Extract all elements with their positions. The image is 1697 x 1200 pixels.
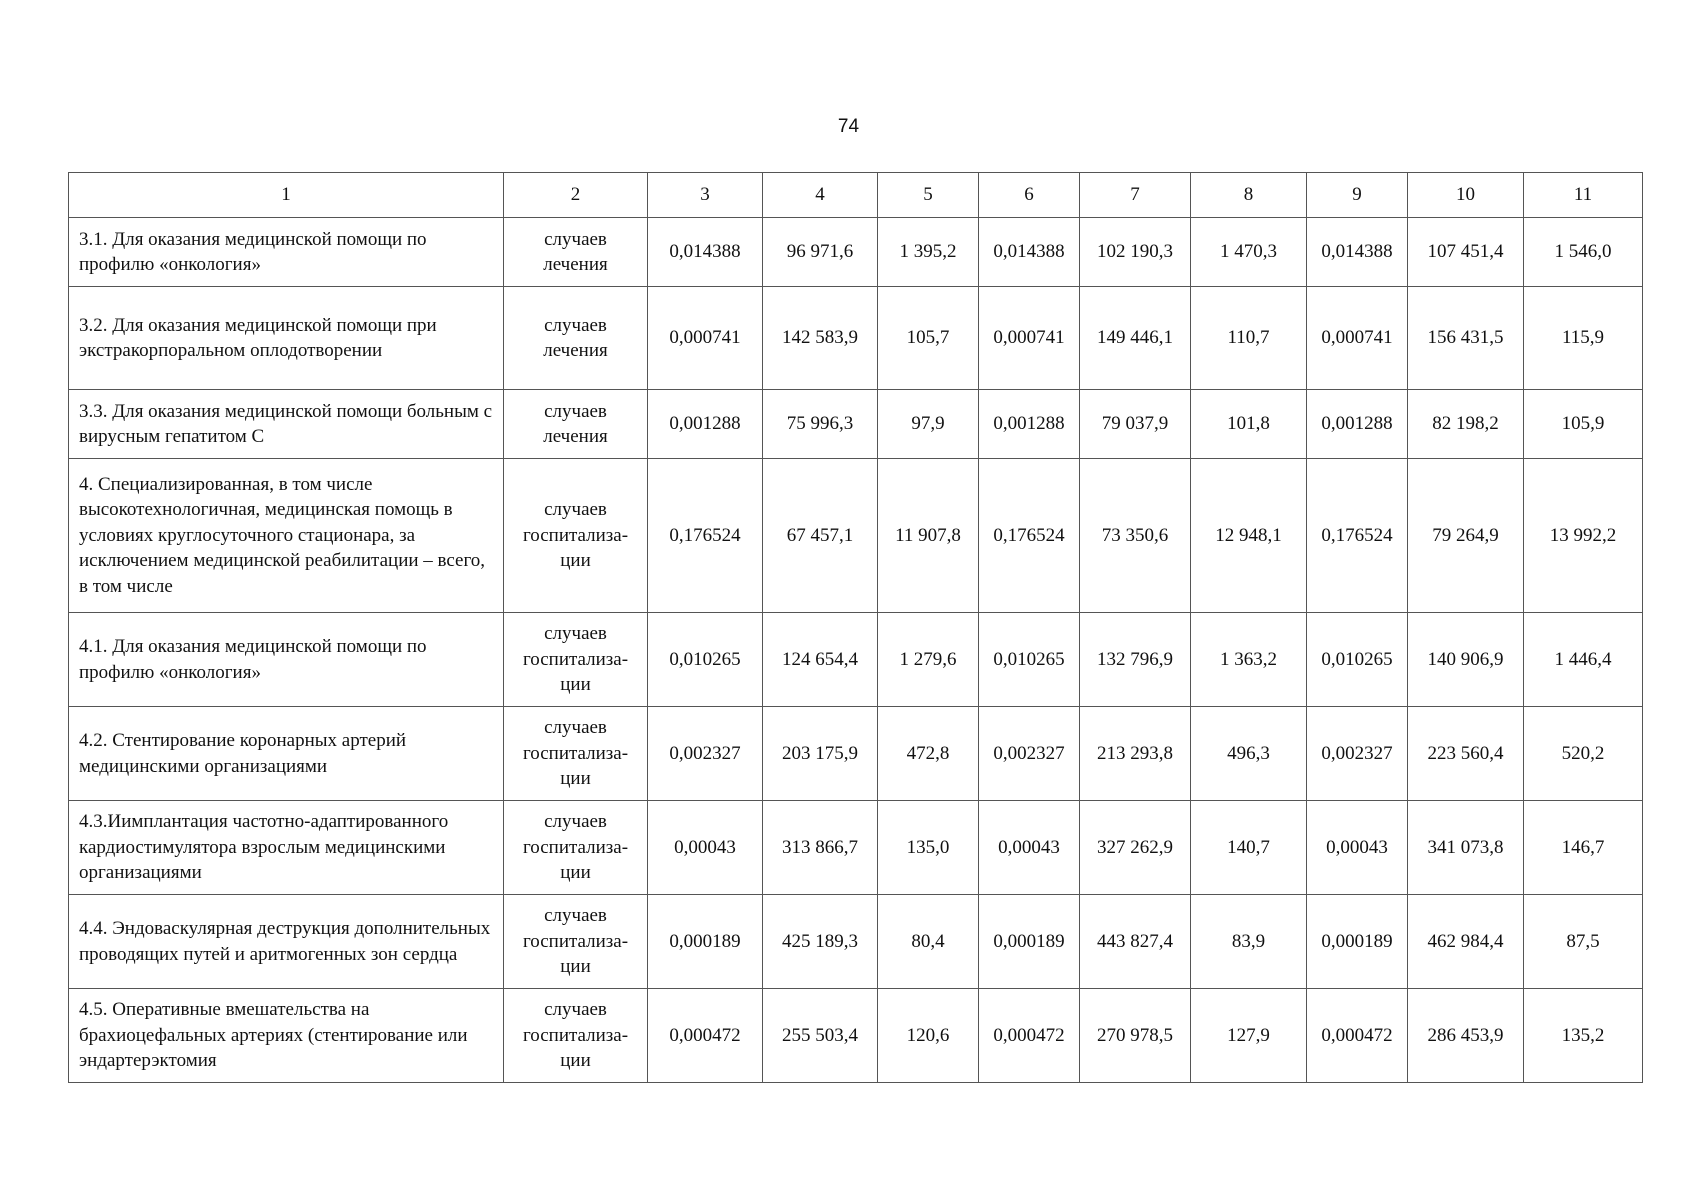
row-description: 3.1. Для оказания медицинской помощи по профилю «онкология» — [69, 218, 504, 287]
table-cell-value: 101,8 — [1191, 390, 1307, 459]
table-row — [69, 459, 1643, 613]
table-cell-value: 313 866,7 — [763, 801, 878, 895]
table-cell-value: 140,7 — [1191, 801, 1307, 895]
table-cell-value: 0,002327 — [979, 707, 1080, 801]
table-cell-value: 1 279,6 — [878, 613, 979, 707]
table-cell-value: 0,010265 — [648, 613, 763, 707]
table-cell-value: 472,8 — [878, 707, 979, 801]
table-row — [69, 613, 1643, 707]
column-header: 8 — [1191, 173, 1307, 218]
table-cell-value: 102 190,3 — [1080, 218, 1191, 287]
table-cell-value: 1 395,2 — [878, 218, 979, 287]
row-unit: случаев лечения — [504, 287, 648, 390]
table-cell-value: 124 654,4 — [763, 613, 878, 707]
table-cell-value: 0,000741 — [1307, 287, 1408, 390]
table-cell-value: 223 560,4 — [1408, 707, 1524, 801]
row-description: 4.5. Оперативные вмешательства на брахиоцефальных артериях (стентирование или эндартерэктомия — [69, 989, 504, 1083]
table-cell-value: 0,010265 — [979, 613, 1080, 707]
table-cell-value: 443 827,4 — [1080, 895, 1191, 989]
column-header: 9 — [1307, 173, 1408, 218]
table-cell-value: 96 971,6 — [763, 218, 878, 287]
table-cell-value: 462 984,4 — [1408, 895, 1524, 989]
table-cell-value: 142 583,9 — [763, 287, 878, 390]
table-cell-value: 255 503,4 — [763, 989, 878, 1083]
table-cell-value: 83,9 — [1191, 895, 1307, 989]
table-cell-value: 97,9 — [878, 390, 979, 459]
table-cell-value: 0,176524 — [1307, 459, 1408, 613]
column-header: 4 — [763, 173, 878, 218]
page-number: 74 — [837, 116, 860, 137]
table-cell-value: 79 037,9 — [1080, 390, 1191, 459]
table-cell-value: 87,5 — [1524, 895, 1643, 989]
column-header: 10 — [1408, 173, 1524, 218]
table-cell-value: 13 992,2 — [1524, 459, 1643, 613]
column-header: 5 — [878, 173, 979, 218]
row-description: 4. Специализированная, в том числе высокотехнологичная, медицинская помощь в условиях круглосуточного стационара, за исключением медицинской реабилитации – всего, в том числе — [69, 459, 504, 613]
row-description: 4.1. Для оказания медицинской помощи по профилю «онкология» — [69, 613, 504, 707]
table-cell-value: 80,4 — [878, 895, 979, 989]
row-description: 3.3. Для оказания медицинской помощи больным с вирусным гепатитом С — [69, 390, 504, 459]
table-cell-value: 1 446,4 — [1524, 613, 1643, 707]
table-cell-value: 132 796,9 — [1080, 613, 1191, 707]
table-cell-value: 135,0 — [878, 801, 979, 895]
table-cell-value: 0,014388 — [1307, 218, 1408, 287]
table-cell-value: 115,9 — [1524, 287, 1643, 390]
table-cell-value: 73 350,6 — [1080, 459, 1191, 613]
column-header: 6 — [979, 173, 1080, 218]
table-row — [69, 218, 1643, 287]
column-header: 7 — [1080, 173, 1191, 218]
table-cell-value: 0,00043 — [979, 801, 1080, 895]
table-cell-value: 0,010265 — [1307, 613, 1408, 707]
row-description: 4.3.Иимплантация частотно-адаптированного кардиостимулятора взрослым медицинскими организациями — [69, 801, 504, 895]
table-cell-value: 12 948,1 — [1191, 459, 1307, 613]
table-row — [69, 390, 1643, 459]
row-unit: случаев госпитализа-ции — [504, 895, 648, 989]
row-description: 4.4. Эндоваскулярная деструкция дополнительных проводящих путей и аритмогенных зон сердца — [69, 895, 504, 989]
table-cell-value: 0,000189 — [648, 895, 763, 989]
table-cell-value: 127,9 — [1191, 989, 1307, 1083]
table-row — [69, 989, 1643, 1083]
table-cell-value: 327 262,9 — [1080, 801, 1191, 895]
table-cell-value: 425 189,3 — [763, 895, 878, 989]
row-unit: случаев лечения — [504, 218, 648, 287]
row-unit: случаев госпитализа-ции — [504, 459, 648, 613]
table-cell-value: 0,000741 — [979, 287, 1080, 390]
table-cell-value: 0,014388 — [979, 218, 1080, 287]
table-cell-value: 270 978,5 — [1080, 989, 1191, 1083]
table-cell-value: 146,7 — [1524, 801, 1643, 895]
table-cell-value: 0,002327 — [648, 707, 763, 801]
table-cell-value: 0,000472 — [979, 989, 1080, 1083]
table-cell-value: 135,2 — [1524, 989, 1643, 1083]
table-cell-value: 82 198,2 — [1408, 390, 1524, 459]
row-unit: случаев госпитализа-ции — [504, 613, 648, 707]
table-cell-value: 0,000472 — [1307, 989, 1408, 1083]
column-header: 11 — [1524, 173, 1643, 218]
table-cell-value: 110,7 — [1191, 287, 1307, 390]
table-cell-value: 286 453,9 — [1408, 989, 1524, 1083]
table-cell-value: 213 293,8 — [1080, 707, 1191, 801]
row-description: 4.2. Стентирование коронарных артерий медицинскими организациями — [69, 707, 504, 801]
table-cell-value: 1 363,2 — [1191, 613, 1307, 707]
table-cell-value: 75 996,3 — [763, 390, 878, 459]
table-cell-value: 107 451,4 — [1408, 218, 1524, 287]
table-cell-value: 0,001288 — [979, 390, 1080, 459]
table-header-row — [69, 173, 1643, 218]
table-cell-value: 520,2 — [1524, 707, 1643, 801]
table-cell-value: 496,3 — [1191, 707, 1307, 801]
row-description: 3.2. Для оказания медицинской помощи при экстракорпоральном оплодотворении — [69, 287, 504, 390]
table-cell-value: 140 906,9 — [1408, 613, 1524, 707]
table-cell-value: 203 175,9 — [763, 707, 878, 801]
table-row — [69, 801, 1643, 895]
table-row — [69, 287, 1643, 390]
table-cell-value: 105,7 — [878, 287, 979, 390]
table-cell-value: 0,001288 — [648, 390, 763, 459]
column-header: 1 — [69, 173, 504, 218]
table-cell-value: 0,000189 — [979, 895, 1080, 989]
table-row — [69, 707, 1643, 801]
row-unit: случаев госпитализа-ции — [504, 801, 648, 895]
row-unit: случаев лечения — [504, 390, 648, 459]
column-header: 3 — [648, 173, 763, 218]
table-cell-value: 105,9 — [1524, 390, 1643, 459]
table-cell-value: 0,000472 — [648, 989, 763, 1083]
table-cell-value: 120,6 — [878, 989, 979, 1083]
table-cell-value: 1 470,3 — [1191, 218, 1307, 287]
column-header: 2 — [504, 173, 648, 218]
data-table — [68, 172, 1643, 1083]
table-cell-value: 0,002327 — [1307, 707, 1408, 801]
table-cell-value: 0,00043 — [648, 801, 763, 895]
table-cell-value: 0,000741 — [648, 287, 763, 390]
table-cell-value: 1 546,0 — [1524, 218, 1643, 287]
table-cell-value: 341 073,8 — [1408, 801, 1524, 895]
table-cell-value: 156 431,5 — [1408, 287, 1524, 390]
table-cell-value: 0,176524 — [979, 459, 1080, 613]
table-cell-value: 0,014388 — [648, 218, 763, 287]
table-cell-value: 149 446,1 — [1080, 287, 1191, 390]
table-cell-value: 67 457,1 — [763, 459, 878, 613]
table-cell-value: 0,001288 — [1307, 390, 1408, 459]
row-unit: случаев госпитализа-ции — [504, 989, 648, 1083]
table-cell-value: 79 264,9 — [1408, 459, 1524, 613]
table-cell-value: 0,176524 — [648, 459, 763, 613]
row-unit: случаев госпитализа-ции — [504, 707, 648, 801]
table-cell-value: 11 907,8 — [878, 459, 979, 613]
table-cell-value: 0,00043 — [1307, 801, 1408, 895]
table-row — [69, 895, 1643, 989]
table-cell-value: 0,000189 — [1307, 895, 1408, 989]
